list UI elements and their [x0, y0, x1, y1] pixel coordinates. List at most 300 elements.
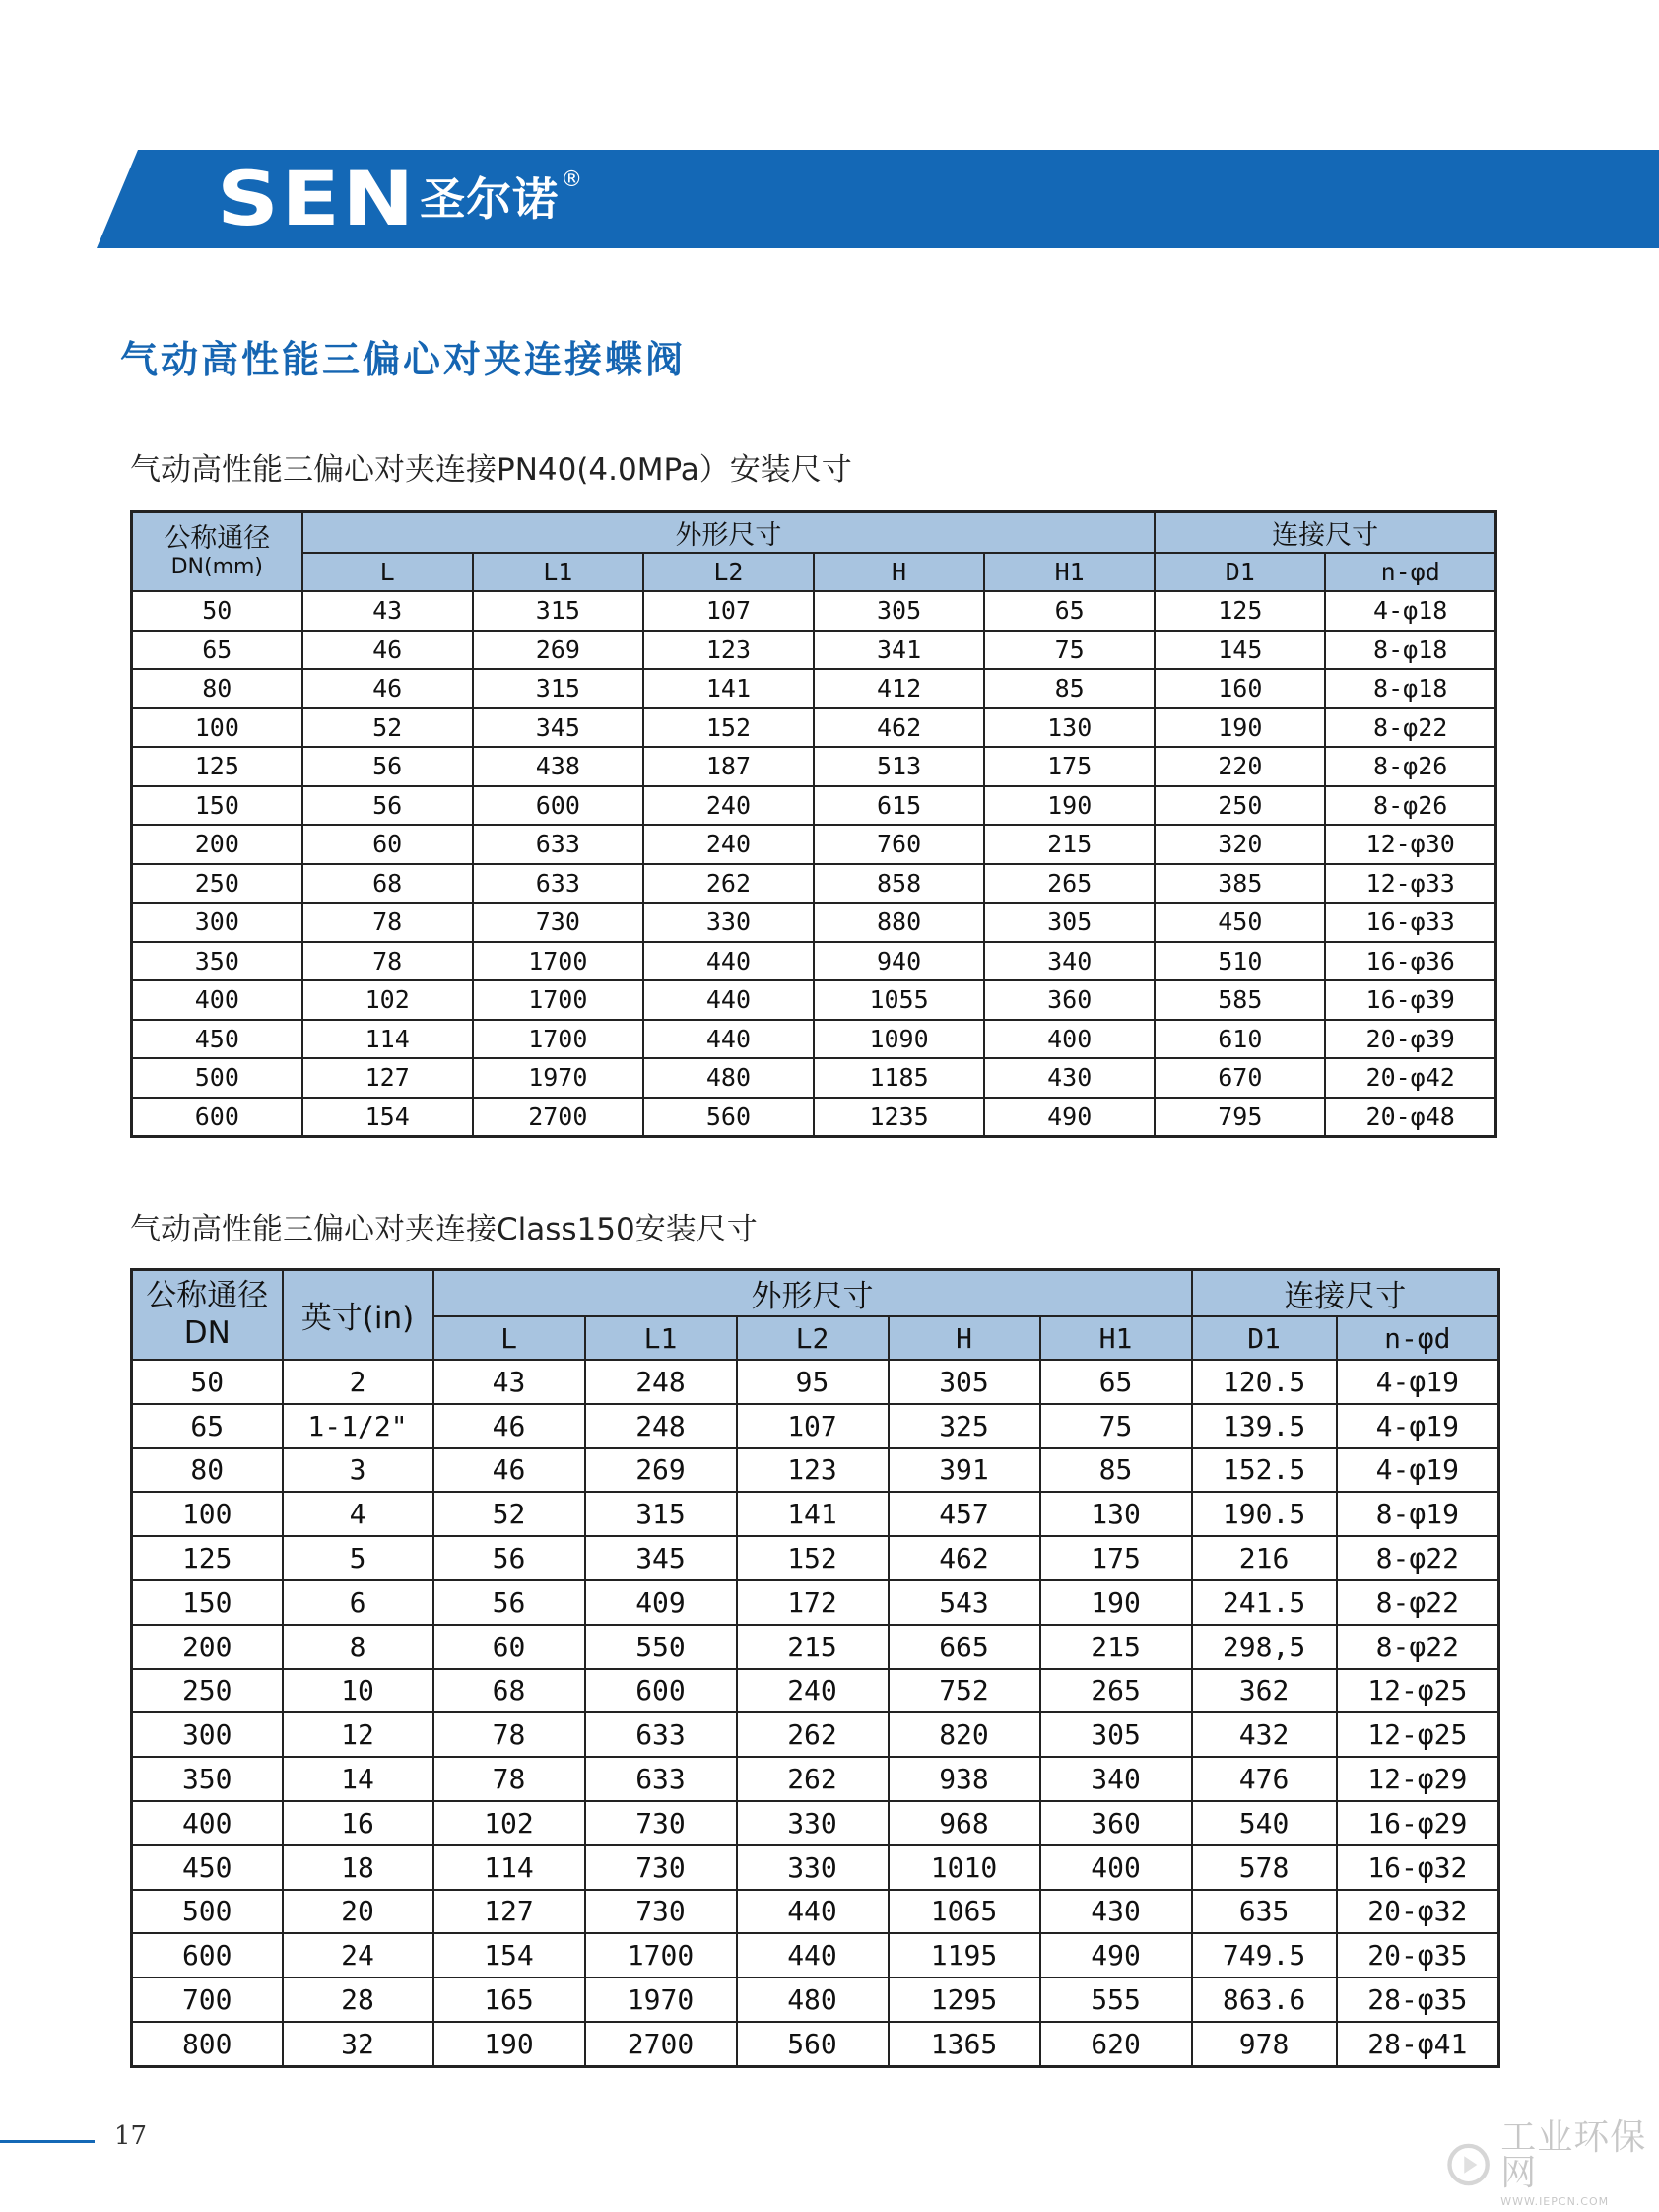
column-header: n-φd [1337, 1316, 1499, 1360]
outline-dimensions-header: 外形尺寸 [433, 1270, 1192, 1317]
table-cell: 125 [132, 1536, 283, 1580]
table-cell: 16-φ32 [1337, 1845, 1499, 1890]
table-cell: 114 [433, 1845, 585, 1890]
table-cell: 350 [132, 942, 302, 981]
table-cell: 123 [643, 631, 814, 670]
table-cell: 1055 [814, 980, 984, 1020]
column-header: L1 [585, 1316, 737, 1360]
table-cell: 12-φ25 [1337, 1669, 1499, 1713]
table-cell: 215 [1040, 1625, 1192, 1669]
table-cell: 600 [132, 1098, 302, 1137]
table-cell: 752 [889, 1669, 1040, 1713]
brand-cn: 圣尔诺 [420, 172, 560, 226]
table-cell: 100 [132, 708, 302, 748]
footer-accent-line [0, 2140, 95, 2143]
table-cell: 50 [132, 1360, 283, 1404]
table-cell: 300 [132, 1712, 283, 1757]
table-row [132, 1933, 1499, 1977]
table-cell: 820 [889, 1712, 1040, 1757]
table-cell: 80 [132, 669, 302, 708]
column-header: D1 [1155, 553, 1325, 591]
table-cell: 340 [984, 942, 1155, 981]
watermark-url: WWW.IEPCN.COM [1500, 2195, 1610, 2208]
table-cell: 730 [585, 1845, 737, 1890]
dn-header-line1: 公称通径 [146, 1278, 269, 1314]
table-row [132, 903, 1496, 942]
table-cell: 457 [889, 1492, 1040, 1536]
table-cell: 633 [473, 864, 643, 904]
table-cell: 8-φ22 [1337, 1536, 1499, 1580]
table-cell: 8-φ26 [1325, 786, 1495, 826]
table-row [132, 1580, 1499, 1625]
table-cell: 1185 [814, 1058, 984, 1098]
table-cell: 1235 [814, 1098, 984, 1137]
table-cell: 16-φ39 [1325, 980, 1495, 1020]
table-cell: 46 [433, 1404, 585, 1448]
dn-header [132, 512, 302, 592]
table-cell: 127 [433, 1890, 585, 1934]
table-cell: 858 [814, 864, 984, 904]
table-cell: 795 [1155, 1098, 1325, 1137]
table-cell: 430 [1040, 1890, 1192, 1934]
table-cell: 555 [1040, 1977, 1192, 2022]
table-cell: 360 [1040, 1801, 1192, 1845]
table-cell: 262 [737, 1757, 889, 1801]
table-cell: 543 [889, 1580, 1040, 1625]
table-cell: 863.6 [1192, 1977, 1337, 2022]
table-cell: 8 [283, 1625, 433, 1669]
brand-logo [217, 155, 583, 242]
brand-latin: SEN [217, 155, 417, 242]
table-cell: 500 [132, 1058, 302, 1098]
table-cell: 1700 [473, 980, 643, 1020]
table-cell: 68 [433, 1669, 585, 1713]
table-cell: 262 [643, 864, 814, 904]
table-cell: 560 [737, 2022, 889, 2066]
table-cell: 300 [132, 903, 302, 942]
table-cell: 248 [585, 1404, 737, 1448]
table-cell: 12-φ30 [1325, 825, 1495, 864]
table-cell: 216 [1192, 1536, 1337, 1580]
table-cell: 102 [302, 980, 473, 1020]
table-cell: 670 [1155, 1058, 1325, 1098]
outline-dimensions-header: 外形尺寸 [302, 512, 1156, 554]
column-header: L [302, 553, 473, 591]
table-cell: 20-φ32 [1337, 1890, 1499, 1934]
table-cell: 46 [302, 669, 473, 708]
table-row [132, 1536, 1499, 1580]
table-row [132, 1360, 1499, 1404]
table-cell: 269 [585, 1448, 737, 1493]
table-cell: 305 [814, 591, 984, 631]
table-cell: 315 [585, 1492, 737, 1536]
table-cell: 65 [132, 631, 302, 670]
table-cell: 620 [1040, 2022, 1192, 2066]
table-row [132, 708, 1496, 748]
table-cell: 600 [473, 786, 643, 826]
table-cell: 50 [132, 591, 302, 631]
table-cell: 432 [1192, 1712, 1337, 1757]
connection-dimensions-header: 连接尺寸 [1192, 1270, 1499, 1317]
table-cell: 938 [889, 1757, 1040, 1801]
table-cell: 940 [814, 942, 984, 981]
watermark-text: 工业环保网 [1500, 2117, 1647, 2193]
table-cell: 68 [302, 864, 473, 904]
table-cell: 175 [984, 747, 1155, 786]
table-cell: 1700 [473, 942, 643, 981]
table-cell: 400 [1040, 1845, 1192, 1890]
table-cell: 1970 [585, 1977, 737, 2022]
table-cell: 1295 [889, 1977, 1040, 2022]
table-cell: 1700 [585, 1933, 737, 1977]
table-cell: 440 [737, 1933, 889, 1977]
table-cell: 130 [984, 708, 1155, 748]
table-cell: 635 [1192, 1890, 1337, 1934]
table-cell: 10 [283, 1669, 433, 1713]
table-row [132, 1801, 1499, 1845]
table-cell: 610 [1155, 1020, 1325, 1059]
registered-mark: ® [561, 167, 583, 192]
table-cell: 190 [433, 2022, 585, 2066]
table-cell: 12-φ29 [1337, 1757, 1499, 1801]
table-row [132, 2022, 1499, 2066]
table-cell: 107 [737, 1404, 889, 1448]
table-cell: 440 [643, 980, 814, 1020]
table-row [132, 1712, 1499, 1757]
table-cell: 633 [473, 825, 643, 864]
table-cell: 240 [643, 786, 814, 826]
table-cell: 28-φ35 [1337, 1977, 1499, 2022]
table-cell: 600 [132, 1933, 283, 1977]
table-cell: 1090 [814, 1020, 984, 1059]
table-cell: 160 [1155, 669, 1325, 708]
table-cell: 154 [302, 1098, 473, 1137]
table-cell: 123 [737, 1448, 889, 1493]
table-cell: 28 [283, 1977, 433, 2022]
table-cell: 20-φ35 [1337, 1933, 1499, 1977]
table2-caption: 气动高性能三偏心对夹连接Class150安装尺寸 [130, 1212, 758, 1247]
table-cell: 46 [302, 631, 473, 670]
table-cell: 3 [283, 1448, 433, 1493]
table-cell: 4 [283, 1492, 433, 1536]
table-cell: 330 [737, 1845, 889, 1890]
table1-caption: 气动高性能三偏心对夹连接PN40(4.0MPa）安装尺寸 [130, 452, 852, 488]
table-cell: 56 [302, 786, 473, 826]
table-row [132, 1098, 1496, 1137]
table-cell: 340 [1040, 1757, 1192, 1801]
table-cell: 78 [433, 1757, 585, 1801]
table-cell: 462 [889, 1536, 1040, 1580]
table-cell: 585 [1155, 980, 1325, 1020]
table-cell: 305 [1040, 1712, 1192, 1757]
table-cell: 385 [1155, 864, 1325, 904]
table-cell: 700 [132, 1977, 283, 2022]
table-cell: 250 [132, 1669, 283, 1713]
table-row [132, 1977, 1499, 2022]
table-cell: 78 [302, 903, 473, 942]
table-cell: 560 [643, 1098, 814, 1137]
table-cell: 800 [132, 2022, 283, 2066]
table-row [132, 591, 1496, 631]
table-cell: 65 [132, 1404, 283, 1448]
table-cell: 18 [283, 1845, 433, 1890]
table-cell: 749.5 [1192, 1933, 1337, 1977]
table-cell: 4-φ18 [1325, 591, 1495, 631]
table-cell: 1-1/2" [283, 1404, 433, 1448]
inch-header: 英寸(in) [283, 1270, 433, 1361]
table-cell: 152.5 [1192, 1448, 1337, 1493]
table-row [132, 747, 1496, 786]
table-cell: 500 [132, 1890, 283, 1934]
table-cell: 400 [132, 980, 302, 1020]
table-cell: 14 [283, 1757, 433, 1801]
table-cell: 220 [1155, 747, 1325, 786]
table-cell: 200 [132, 825, 302, 864]
table-cell: 150 [132, 786, 302, 826]
table-cell: 513 [814, 747, 984, 786]
table-cell: 114 [302, 1020, 473, 1059]
table-cell: 215 [984, 825, 1155, 864]
table-cell: 440 [643, 1020, 814, 1059]
table-cell: 360 [984, 980, 1155, 1020]
table-cell: 4-φ19 [1337, 1448, 1499, 1493]
table-cell: 450 [1155, 903, 1325, 942]
table-cell: 20 [283, 1890, 433, 1934]
page-number: 17 [114, 2121, 148, 2151]
table-cell: 16 [283, 1801, 433, 1845]
column-header: L1 [473, 553, 643, 591]
column-header: H [889, 1316, 1040, 1360]
table-row [132, 1448, 1499, 1493]
table-cell: 52 [433, 1492, 585, 1536]
table-row [132, 825, 1496, 864]
table-cell: 16-φ36 [1325, 942, 1495, 981]
table-cell: 172 [737, 1580, 889, 1625]
column-header: n-φd [1325, 553, 1495, 591]
table-row [132, 1890, 1499, 1934]
table-cell: 315 [473, 669, 643, 708]
table-row [132, 1058, 1496, 1098]
table-cell: 633 [585, 1712, 737, 1757]
table-row [132, 1404, 1499, 1448]
table-cell: 4-φ19 [1337, 1360, 1499, 1404]
table-cell: 968 [889, 1801, 1040, 1845]
column-header: L2 [643, 553, 814, 591]
pn40-dimension-table [130, 510, 1497, 1138]
table-cell: 250 [1155, 786, 1325, 826]
table-cell: 341 [814, 631, 984, 670]
table-cell: 56 [302, 747, 473, 786]
table-row [132, 1757, 1499, 1801]
table-cell: 154 [433, 1933, 585, 1977]
table-cell: 760 [814, 825, 984, 864]
table-cell: 325 [889, 1404, 1040, 1448]
table-cell: 190 [984, 786, 1155, 826]
table-cell: 8-φ18 [1325, 669, 1495, 708]
table-cell: 85 [984, 669, 1155, 708]
table-cell: 250 [132, 864, 302, 904]
table-cell: 102 [433, 1801, 585, 1845]
table-cell: 345 [473, 708, 643, 748]
connection-dimensions-header: 连接尺寸 [1155, 512, 1495, 554]
table-row [132, 1625, 1499, 1669]
table-cell: 1195 [889, 1933, 1040, 1977]
table-row [132, 1020, 1496, 1059]
table-cell: 1065 [889, 1890, 1040, 1934]
table-cell: 305 [984, 903, 1155, 942]
watermark [1446, 2117, 1659, 2208]
table-row [132, 1669, 1499, 1713]
table-cell: 462 [814, 708, 984, 748]
column-header: H [814, 553, 984, 591]
table-row [132, 942, 1496, 981]
table-cell: 75 [984, 631, 1155, 670]
table-cell: 241.5 [1192, 1580, 1337, 1625]
table-cell: 510 [1155, 942, 1325, 981]
table-cell: 730 [585, 1801, 737, 1845]
table-cell: 730 [585, 1890, 737, 1934]
table-cell: 265 [984, 864, 1155, 904]
column-header: H1 [984, 553, 1155, 591]
table-cell: 362 [1192, 1669, 1337, 1713]
table-cell: 298,5 [1192, 1625, 1337, 1669]
column-header: D1 [1192, 1316, 1337, 1360]
dn-header-line1: 公称通径 [164, 522, 271, 554]
table-cell: 107 [643, 591, 814, 631]
table-cell: 450 [132, 1020, 302, 1059]
table-cell: 78 [302, 942, 473, 981]
table-cell: 440 [737, 1890, 889, 1934]
table-cell: 32 [283, 2022, 433, 2066]
table-cell: 600 [585, 1669, 737, 1713]
table-cell: 20-φ42 [1325, 1058, 1495, 1098]
table-cell: 65 [1040, 1360, 1192, 1404]
table-cell: 4-φ19 [1337, 1404, 1499, 1448]
table-cell: 480 [643, 1058, 814, 1098]
table-cell: 450 [132, 1845, 283, 1890]
table-cell: 412 [814, 669, 984, 708]
table-cell: 265 [1040, 1669, 1192, 1713]
table-cell: 16-φ29 [1337, 1801, 1499, 1845]
play-circle-icon [1446, 2139, 1491, 2190]
table-cell: 240 [737, 1669, 889, 1713]
table-cell: 6 [283, 1580, 433, 1625]
table-cell: 1010 [889, 1845, 1040, 1890]
table-cell: 60 [433, 1625, 585, 1669]
table-cell: 150 [132, 1580, 283, 1625]
table-cell: 20-φ39 [1325, 1020, 1495, 1059]
table-cell: 400 [984, 1020, 1155, 1059]
table-row [132, 980, 1496, 1020]
table-cell: 550 [585, 1625, 737, 1669]
table-cell: 12-φ33 [1325, 864, 1495, 904]
table-cell: 52 [302, 708, 473, 748]
table-cell: 8-φ18 [1325, 631, 1495, 670]
table-cell: 315 [473, 591, 643, 631]
table-cell: 28-φ41 [1337, 2022, 1499, 2066]
table-cell: 8-φ22 [1337, 1625, 1499, 1669]
table-cell: 100 [132, 1492, 283, 1536]
table-cell: 1700 [473, 1020, 643, 1059]
table-cell: 320 [1155, 825, 1325, 864]
table-row [132, 864, 1496, 904]
table-cell: 476 [1192, 1757, 1337, 1801]
table-cell: 880 [814, 903, 984, 942]
table-cell: 540 [1192, 1801, 1337, 1845]
table-cell: 2700 [585, 2022, 737, 2066]
table-cell: 1970 [473, 1058, 643, 1098]
table-cell: 578 [1192, 1845, 1337, 1890]
table-cell: 187 [643, 747, 814, 786]
table-cell: 175 [1040, 1536, 1192, 1580]
table-cell: 430 [984, 1058, 1155, 1098]
table-cell: 190 [1040, 1580, 1192, 1625]
table-cell: 43 [302, 591, 473, 631]
table-cell: 56 [433, 1536, 585, 1580]
table-cell: 78 [433, 1712, 585, 1757]
table-cell: 345 [585, 1536, 737, 1580]
table-cell: 350 [132, 1757, 283, 1801]
table-cell: 490 [1040, 1933, 1192, 1977]
column-header: L2 [737, 1316, 889, 1360]
table-cell: 141 [737, 1492, 889, 1536]
table-cell: 46 [433, 1448, 585, 1493]
table-cell: 615 [814, 786, 984, 826]
table-row [132, 631, 1496, 670]
table-cell: 269 [473, 631, 643, 670]
table-cell: 152 [643, 708, 814, 748]
column-header: L [433, 1316, 585, 1360]
table-cell: 440 [643, 942, 814, 981]
table-cell: 145 [1155, 631, 1325, 670]
column-header: H1 [1040, 1316, 1192, 1360]
table-cell: 80 [132, 1448, 283, 1493]
table-cell: 75 [1040, 1404, 1192, 1448]
table-cell: 2700 [473, 1098, 643, 1137]
table-cell: 409 [585, 1580, 737, 1625]
table-cell: 120.5 [1192, 1360, 1337, 1404]
table-cell: 141 [643, 669, 814, 708]
table-cell: 65 [984, 591, 1155, 631]
table-cell: 200 [132, 1625, 283, 1669]
table-cell: 43 [433, 1360, 585, 1404]
table-cell: 190.5 [1192, 1492, 1337, 1536]
table-cell: 330 [737, 1801, 889, 1845]
table-cell: 20-φ48 [1325, 1098, 1495, 1137]
table-cell: 125 [132, 747, 302, 786]
table-cell: 480 [737, 1977, 889, 2022]
table-cell: 490 [984, 1098, 1155, 1137]
table-cell: 1365 [889, 2022, 1040, 2066]
table-row [132, 786, 1496, 826]
table-cell: 8-φ26 [1325, 747, 1495, 786]
table-row [132, 669, 1496, 708]
table-cell: 665 [889, 1625, 1040, 1669]
table-cell: 139.5 [1192, 1404, 1337, 1448]
table-cell: 60 [302, 825, 473, 864]
table-cell: 130 [1040, 1492, 1192, 1536]
table-cell: 215 [737, 1625, 889, 1669]
table-cell: 978 [1192, 2022, 1337, 2066]
page-title: 气动高性能三偏心对夹连接蝶阀 [120, 338, 687, 381]
table-cell: 305 [889, 1360, 1040, 1404]
class150-dimension-table [130, 1268, 1500, 2068]
dn-header-line2: DN(mm) [170, 555, 264, 579]
table-cell: 125 [1155, 591, 1325, 631]
table-cell: 95 [737, 1360, 889, 1404]
table-cell: 165 [433, 1977, 585, 2022]
table-cell: 438 [473, 747, 643, 786]
